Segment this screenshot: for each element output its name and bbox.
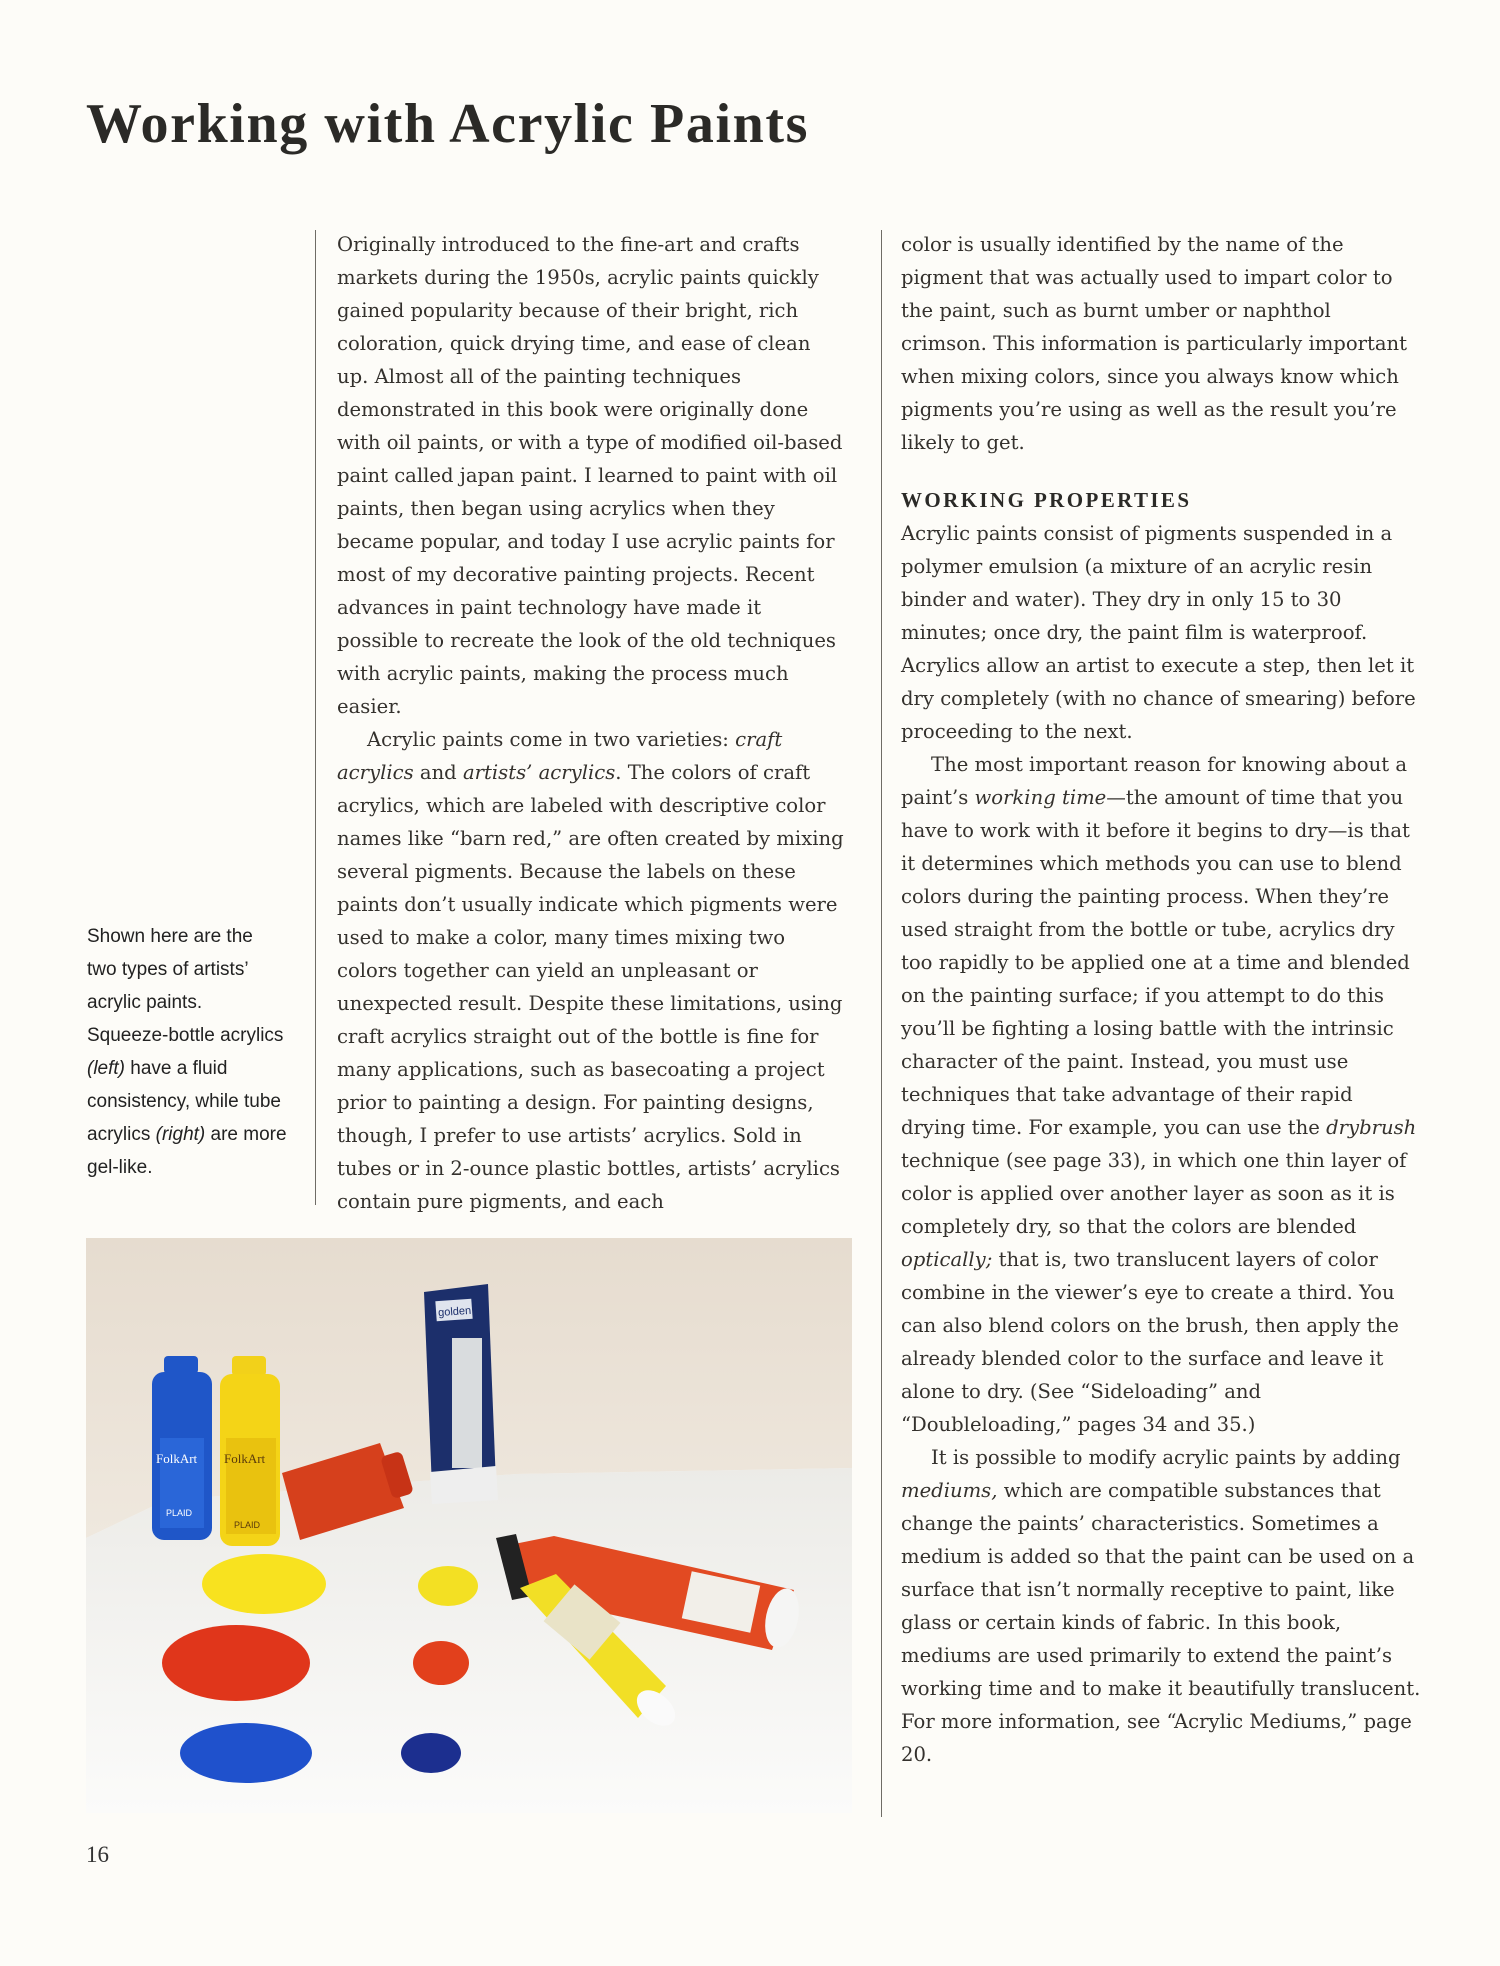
acrylic-paints-photo	[86, 1238, 852, 1813]
tube-brand-text: golden	[437, 1304, 472, 1320]
paragraph: Acrylic paints come in two varieties: craft acrylics and artists’ acrylics. The colors of craft acrylics, which are labeled with descriptive color names like “barn red,” are often created by mixing several pigments. Because the labels on these paints don’t usually indicate which pigments were used to make a color, many times mixing two colors together can yield an unpleasant or unexpected result. Despite these limitations, using craft acrylics straight out of the bottle is fine for many applications, such as basecoating a project prior to painting a design. For painting designs, though, I prefer to use artists’ acrylics. Sold in tubes or in 2-ounce plastic bottles, artists’ acrylics contain pure pigments, and each	[337, 728, 844, 1213]
paragraph: It is possible to modify acrylic paints by adding mediums, which are compatible substances that change the paints’ characteristics. Sometimes a medium is added so that the paint can be used on a surface that isn’t normally receptive to paint, like glass or certain kinds of fabric. In this book, mediums are used primarily to extend the paint’s working time and to make it beautifully translucent. For more information, see “Acrylic Mediums,” page 20.	[901, 1446, 1421, 1766]
yellow-paint-swatch	[202, 1554, 326, 1614]
paragraph: Acrylic paints consist of pigments suspended in a polymer emulsion (a mixture of an acrylic resin binder and water). They dry in only 15 to 30 minutes; once dry, the paint film is waterproof. Acrylics allow an artist to execute a step, then let it dry completely (with no chance of smearing) before proceeding to the next.	[901, 522, 1416, 743]
section-heading: WORKING PROPERTIES	[901, 488, 1192, 512]
paragraph: The most important reason for knowing about a paint’s working time—the amount of time that you have to work with it before it begins to dry—is that it determines which methods you can use to blend colors during the painting process. When they’re used straight from the bottle or tube, acrylics dry too rapidly to be applied one at a time and blended on the painting surface; if you attempt to do this you’ll be fighting a losing battle with the intrinsic character of the paint. Instead, you must use techniques that take advantage of their rapid drying time. For example, you can use the drybrush technique (see page 33), in which one thin layer of color is applied over another layer as soon as it is completely dry, so that the colors are blended optically; that is, two translucent layers of color combine in the viewer’s eye to create a third. You can also blend colors on the brush, then apply the already blended color to the surface and leave it alone to dry. (See “Sideloading” and “Doubleloading,” pages 34 and 35.)	[901, 753, 1417, 1436]
blue-bottle-maker-text: PLAID	[166, 1508, 193, 1518]
paragraph: Originally introduced to the fine-art and crafts markets during the 1950s, acrylic paints quickly gained popularity because of their bright, rich coloration, quick drying time, and ease of clean up. Almost all of the painting techniques demonstrated in this book were originally done with oil paints, or with a type of modified oil-based paint called japan paint. I learned to paint with oil paints, then began using acrylics when they became popular, and today I use acrylic paints for most of my decorative painting projects. Recent advances in paint technology have made it possible to recreate the look of the old techniques with acrylic paints, making the process much easier.	[337, 233, 843, 718]
yellow-tube-blob	[418, 1566, 478, 1606]
red-paint-swatch	[162, 1625, 310, 1701]
paragraph: color is usually identified by the name of the pigment that was actually used to impart color to the paint, such as burnt umber or naphthol crimson. This information is particularly important when mixing colors, since you always know which pigments you’re using as well as the result you’re likely to get.	[901, 233, 1408, 454]
blue-paint-bottle	[152, 1356, 212, 1540]
blue-paint-swatch	[180, 1723, 312, 1783]
yellow-bottle-brand-text: FolkArt	[224, 1451, 266, 1466]
yellow-paint-bottle	[220, 1356, 280, 1546]
yellow-bottle-maker-text: PLAID	[234, 1520, 261, 1530]
caption-text: Shown here are the two types of artists’ acrylic paints. Squeeze-bottle acrylics (left) have a fluid consistency, while tube acrylics (right) are more gel-like.	[87, 926, 287, 1178]
text-column-2	[901, 228, 1421, 1771]
navy-tube-blob	[401, 1733, 461, 1773]
blue-paint-tube	[424, 1284, 498, 1504]
text-column-1	[337, 228, 845, 1218]
red-tube-blob	[413, 1641, 469, 1685]
page-number: 16	[86, 1842, 109, 1867]
blue-bottle-brand-text: FolkArt	[156, 1451, 198, 1466]
photo-caption	[87, 920, 287, 1184]
column-divider-right	[881, 230, 882, 1817]
column-divider-left	[315, 230, 316, 1205]
page-title: Working with Acrylic Paints	[86, 93, 809, 155]
